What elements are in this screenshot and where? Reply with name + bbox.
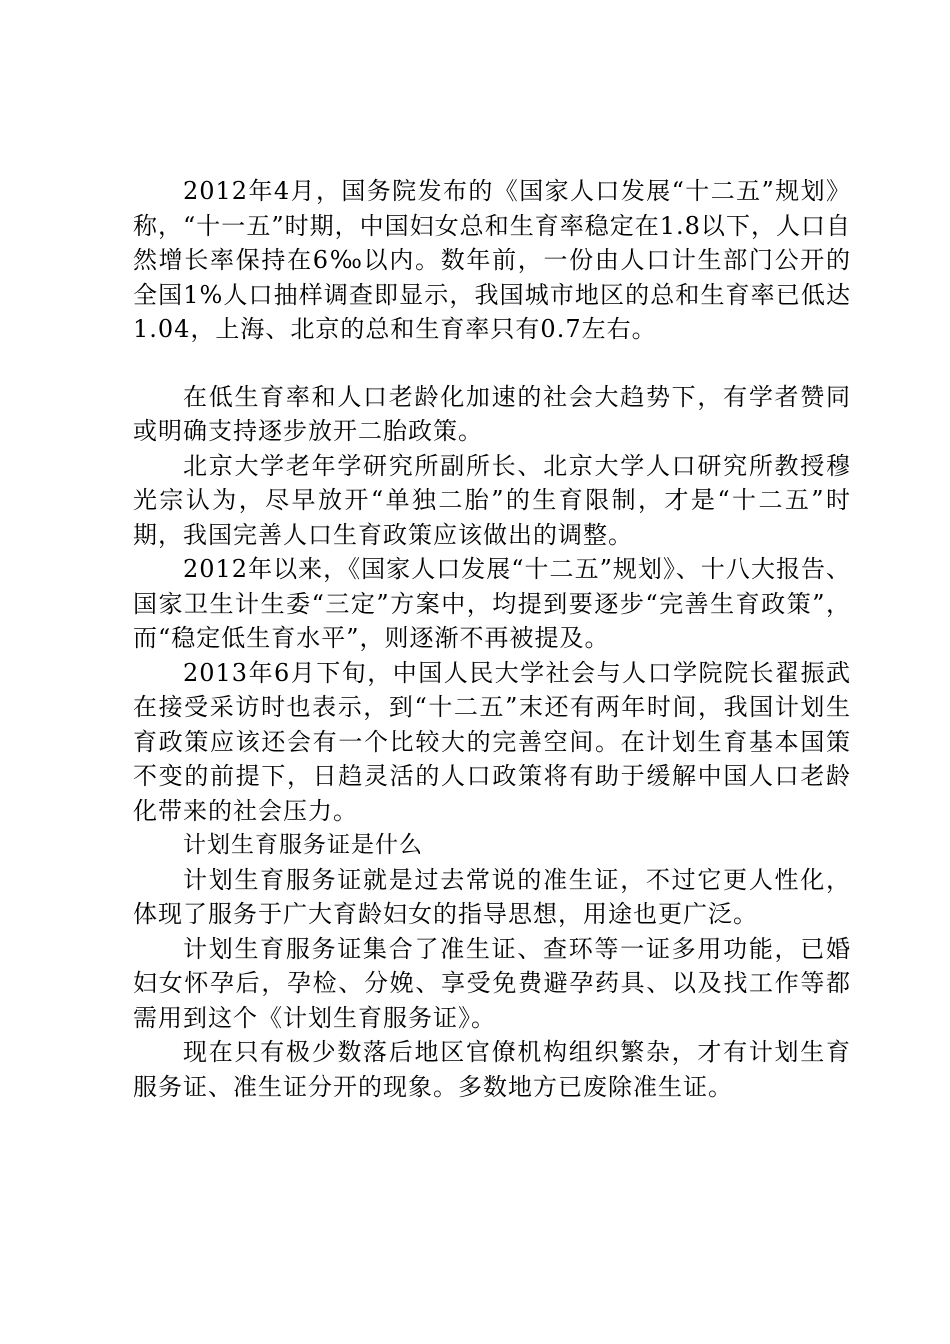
paragraph-service-certificate-definition: 计划生育服务证就是过去常说的准生证，不过它更人性化，体现了服务于广大育龄妇女的指导思想，用途也更广泛。 xyxy=(133,865,851,928)
paragraph-population-plan: 2012年4月，国务院发布的《国家人口发展“十二五”规划》称，“十一五”时期，中国妇女总和生育率稳定在1.8以下，人口自然增长率保持在6‰以内。数年前，一份由人口计生部门公开的全国1%人口抽样调查即显示，我国城市地区的总和生育率已低达1.04，上海、北京的总和生育率只有0.7左右。 xyxy=(133,177,851,343)
document-body xyxy=(133,174,851,1104)
section-subheading: 计划生育服务证是什么 xyxy=(183,832,423,858)
paragraph-mu-guangzong: 北京大学老年学研究所副所长、北京大学人口研究所教授穆光宗认为，尽早放开“单独二胎”的生育限制，才是“十二五”时期，我国完善人口生育政策应该做出的调整。 xyxy=(133,451,851,549)
paragraph-scholar-support: 在低生育率和人口老龄化加速的社会大趋势下，有学者赞同或明确支持逐步放开二胎政策。 xyxy=(133,382,851,445)
paragraph-policy-reports: 2012年以来，《国家人口发展“十二五”规划》、十八大报告、国家卫生计生委“三定”方案中，均提到要逐步“完善生育政策”，而“稳定低生育水平”，则逐渐不再被提及。 xyxy=(133,555,851,652)
paragraph-service-certificate-uses: 计划生育服务证集合了准生证、查环等一证多用功能，已婚妇女怀孕后，孕检、分娩、享受免费避孕药具、以及找工作等都需用到这个《计划生育服务证》。 xyxy=(133,934,851,1032)
paragraph-birth-permit-abolished: 现在只有极少数落后地区官僚机构组织繁杂，才有计划生育服务证、准生证分开的现象。多数地方已废除准生证。 xyxy=(133,1038,851,1101)
paragraph-zhai-zhenwu: 2013年6月下旬，中国人民大学社会与人口学院院长翟振武在接受采访时也表示，到“十二五”末还有两年时间，我国计划生育政策应该还会有一个比较大的完善空间。在计划生育基本国策不变的前提下，日趋灵活的人口政策将有助于缓解中国人口老龄化带来的社会压力。 xyxy=(133,658,851,825)
